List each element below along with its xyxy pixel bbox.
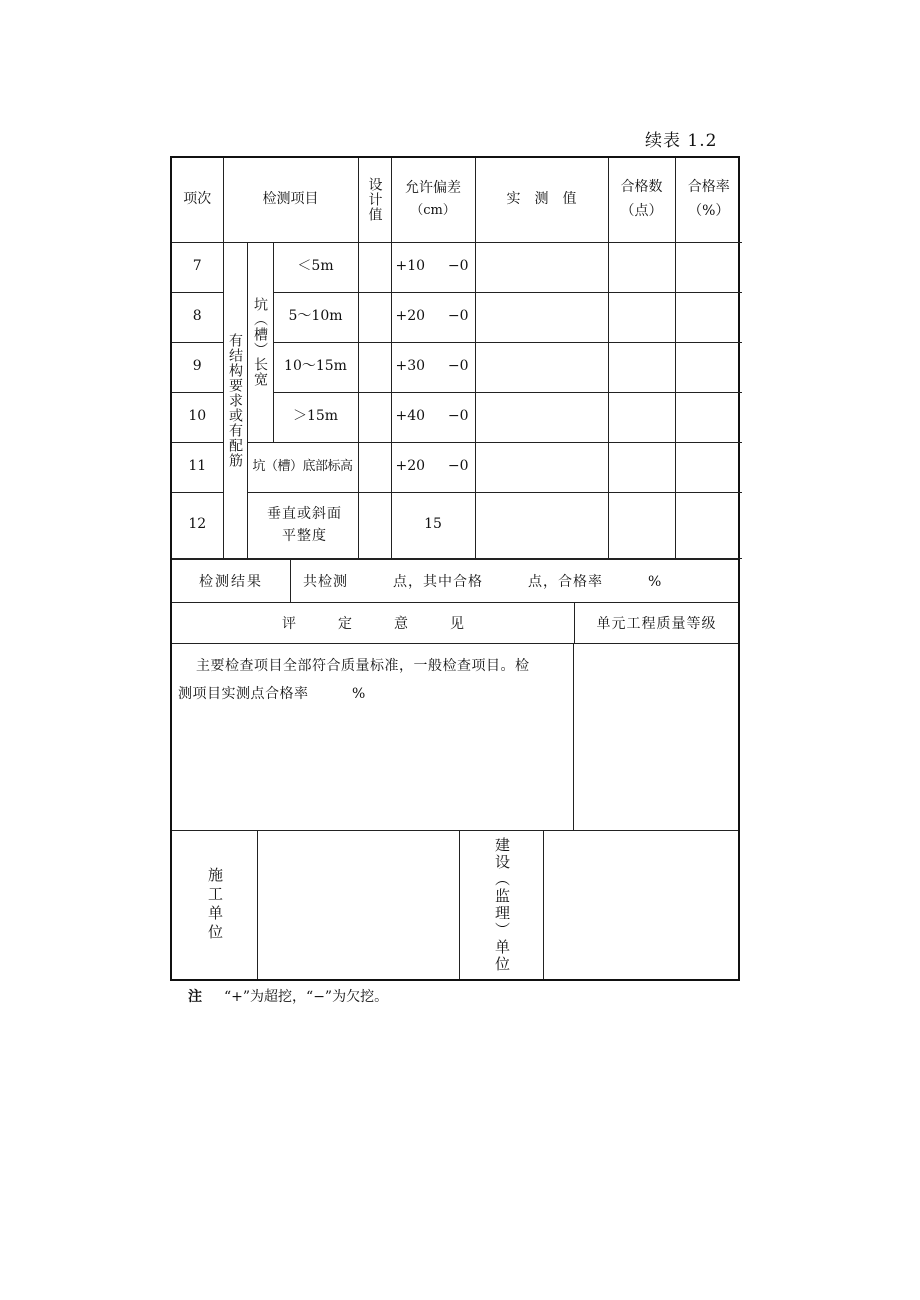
pass-count-cell [608, 242, 675, 292]
result-label: 检测结果 [172, 560, 291, 602]
table-caption: 续表 1.2 [645, 131, 718, 151]
group-structure: 有结构要求或有配筋 [223, 242, 247, 558]
design-value-cell [358, 242, 391, 292]
measured-cell [475, 492, 608, 558]
group-pit-length: 坑（槽）长宽 [247, 242, 273, 442]
opinion-line: 测项目实测点合格率 % [178, 685, 366, 702]
pass-count-cell [608, 492, 675, 558]
measured-cell [475, 392, 608, 442]
tolerance-cell: 15 [391, 492, 475, 558]
table-row [172, 442, 742, 492]
header-pass-count: 合格数 （点） [608, 158, 675, 242]
quality-grade-box [574, 644, 738, 830]
measured-cell [475, 342, 608, 392]
design-value-cell [358, 342, 391, 392]
tolerance-cell: +30 −0 [391, 342, 475, 392]
evaluation-opinion [172, 644, 574, 830]
pass-rate-cell [675, 492, 742, 558]
row-item: 垂直或斜面平整度 [247, 492, 358, 558]
signature-row [172, 830, 738, 979]
pass-rate-cell [675, 292, 742, 342]
row-item: ＜5m [273, 242, 358, 292]
row-item: 5～10m [273, 292, 358, 342]
tolerance-cell: +20 −0 [391, 292, 475, 342]
tolerance-cell: +10 −0 [391, 242, 475, 292]
row-number: 12 [172, 492, 223, 558]
evaluation-title: 评 定 意 见 [172, 603, 575, 643]
tolerance-cell: +40 −0 [391, 392, 475, 442]
pass-count-cell [608, 292, 675, 342]
row-number: 9 [172, 342, 223, 392]
supervision-unit-label: 建设（监理）单位 [460, 831, 544, 979]
row-number: 7 [172, 242, 223, 292]
supervision-unit-sign-box [544, 831, 738, 979]
pass-rate-cell [675, 342, 742, 392]
evaluation-header-row [172, 602, 738, 643]
inspection-result-row [172, 559, 738, 602]
measurement-table [172, 158, 742, 559]
row-number: 10 [172, 392, 223, 442]
row-item: 10～15m [273, 342, 358, 392]
header-design: 设计值 [358, 158, 391, 242]
row-item: ＞15m [273, 392, 358, 442]
pass-rate-cell [675, 242, 742, 292]
design-value-cell [358, 442, 391, 492]
pass-rate-cell [675, 442, 742, 492]
header-tolerance: 允许偏差 （cm） [391, 158, 475, 242]
header-pass-rate: 合格率 （%） [675, 158, 742, 242]
pass-count-cell [608, 392, 675, 442]
evaluation-body-row [172, 643, 738, 830]
note-label: 注 [188, 989, 202, 1005]
pass-rate-cell [675, 392, 742, 442]
design-value-cell [358, 392, 391, 442]
quality-grade-title: 单元工程质量等级 [596, 615, 717, 632]
row-number: 8 [172, 292, 223, 342]
header-measured: 实 测 值 [475, 158, 608, 242]
measured-cell [475, 292, 608, 342]
inspection-form [170, 156, 740, 981]
row-item: 坑（槽）底部标高 [247, 442, 358, 492]
header-row [172, 158, 742, 242]
footnote [188, 986, 388, 1006]
measured-cell [475, 242, 608, 292]
header-seq: 项次 [172, 158, 223, 242]
construction-unit-sign-box [258, 831, 460, 979]
header-item: 检测项目 [223, 158, 358, 242]
tolerance-cell: +20 −0 [391, 442, 475, 492]
result-text: 共检测 点，其中合格 点，合格率 % [303, 573, 663, 590]
opinion-line: 主要检查项目全部符合质量标准，一般检查项目。检 [196, 657, 530, 674]
table-row [172, 242, 742, 292]
pass-count-cell [608, 442, 675, 492]
construction-unit-label: 施工单位 [172, 831, 258, 979]
measured-cell [475, 442, 608, 492]
table-row [172, 492, 742, 558]
note-text: “+”为超挖，“−”为欠挖。 [224, 989, 389, 1005]
pass-count-cell [608, 342, 675, 392]
design-value-cell [358, 492, 391, 558]
row-number: 11 [172, 442, 223, 492]
design-value-cell [358, 292, 391, 342]
